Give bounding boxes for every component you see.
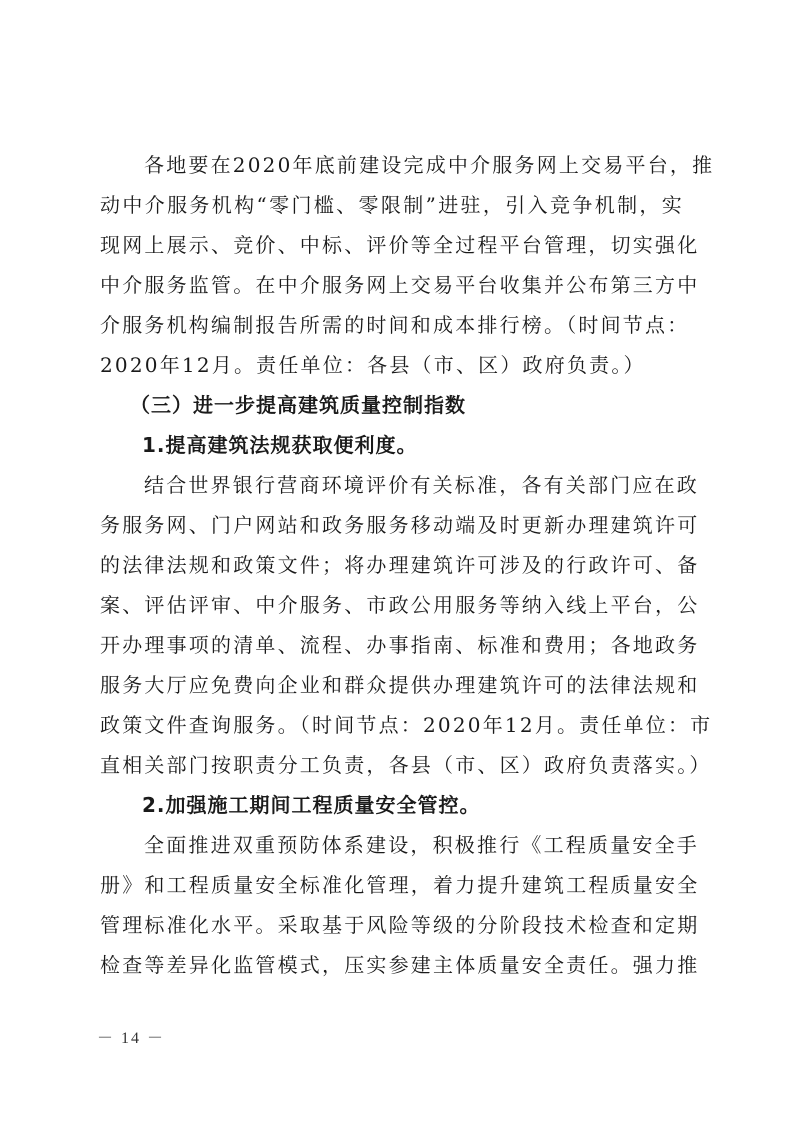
subsection-title: 2.加强施工期间工程质量安全管控。 <box>142 793 481 817</box>
paragraph-line: 介服务机构编制报告所需的时间和成本排行榜。（时间节点： <box>100 313 690 337</box>
paragraph-line: 全面推进双重预防体系建设，积极推行《工程质量安全手 <box>144 833 699 857</box>
paragraph-line: 2020年12月。责任单位：各县（市、区）政府负责。） <box>100 353 646 377</box>
paragraph-line: 务服务网、门户网站和政务服务移动端及时更新办理建筑许可 <box>100 513 700 537</box>
paragraph-line: 动中介服务机构“零门槛、零限制”进驻，引入竞争机制，实 <box>100 193 684 217</box>
page-number: － 14 － <box>97 1030 166 1047</box>
paragraph-line: 册》和工程质量安全标准化管理，着力提升建筑工程质量安全 <box>100 873 700 897</box>
paragraph-line: 的法律法规和政策文件；将办理建筑许可涉及的行政许可、备 <box>100 553 700 577</box>
paragraph-line: 案、评估评审、中介服务、市政公用服务等纳入线上平台，公 <box>100 593 700 617</box>
paragraph-line: 服务大厅应免费向企业和群众提供办理建筑许可的法律法规和 <box>100 673 700 697</box>
paragraph-line: 直相关部门按职责分工负责，各县（市、区）政府负责落实。） <box>100 753 712 777</box>
paragraph-line: 管理标准化水平。采取基于风险等级的分阶段技术检查和定期 <box>100 913 700 937</box>
paragraph-line: 现网上展示、竞价、中标、评价等全过程平台管理，切实强化 <box>100 233 700 257</box>
paragraph-line: 开办理事项的清单、流程、办事指南、标准和费用；各地政务 <box>100 633 700 657</box>
paragraph-line: 政策文件查询服务。（时间节点：2020年12月。责任单位：市 <box>100 713 713 737</box>
paragraph-line: 检查等差异化监管模式，压实参建主体质量安全责任。强力推 <box>100 953 700 977</box>
paragraph-line: 结合世界银行营商环境评价有关标准，各有关部门应在政 <box>144 473 699 497</box>
section-heading: （三）进一步提高建筑质量控制指数 <box>130 393 466 417</box>
body-text <box>100 145 715 985</box>
subsection-title: 1.提高建筑法规获取便利度。 <box>142 433 418 457</box>
paragraph-line: 中介服务监管。在中介服务网上交易平台收集并公布第三方中 <box>100 273 700 297</box>
paragraph-line: 各地要在2020年底前建设完成中介服务网上交易平台，推 <box>144 153 715 177</box>
